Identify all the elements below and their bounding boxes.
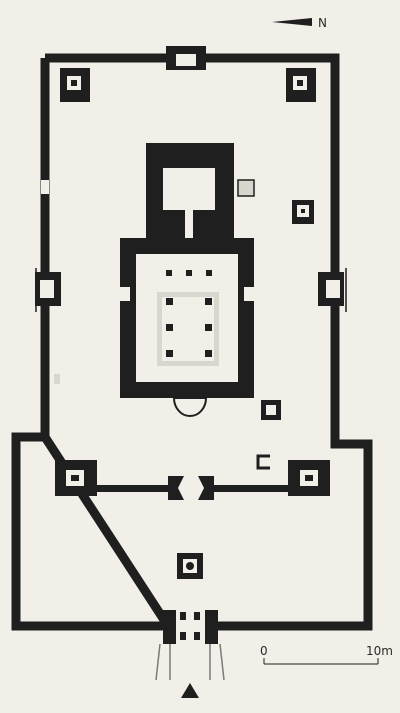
north-arrow	[272, 16, 327, 30]
west-gate	[35, 268, 61, 312]
pillar	[166, 324, 173, 331]
small-bracket-structure	[258, 456, 270, 468]
corner-shrine-ne	[286, 68, 316, 102]
scale-start-label: 0	[260, 644, 268, 658]
west-wall-niche	[54, 374, 60, 384]
sanctum	[146, 143, 234, 244]
small-shrine-south	[261, 400, 281, 420]
mandapa-hall	[120, 238, 254, 398]
pillar	[205, 324, 212, 331]
pillar	[166, 270, 172, 276]
entrance-arrow	[181, 683, 199, 698]
corner-shrine-se	[288, 460, 330, 496]
corner-shrine-sw	[55, 460, 97, 496]
south-gateway	[156, 610, 224, 680]
pillar	[206, 270, 212, 276]
north-label: N	[318, 16, 327, 30]
east-gate	[318, 268, 346, 312]
west-wall-opening	[41, 180, 49, 194]
scale-bar	[260, 644, 393, 664]
pillar	[205, 350, 212, 357]
small-shrine-east	[292, 200, 314, 224]
outer-pavilion	[177, 553, 203, 579]
small-shrine-square	[238, 180, 254, 196]
pillar	[166, 298, 173, 305]
corner-shrine-nw	[60, 68, 90, 102]
scale-end-label: 10m	[366, 644, 393, 658]
pillar	[186, 270, 192, 276]
cross-wall	[96, 476, 288, 500]
north-gate	[166, 46, 206, 70]
pillar	[166, 350, 173, 357]
pillar	[205, 298, 212, 305]
